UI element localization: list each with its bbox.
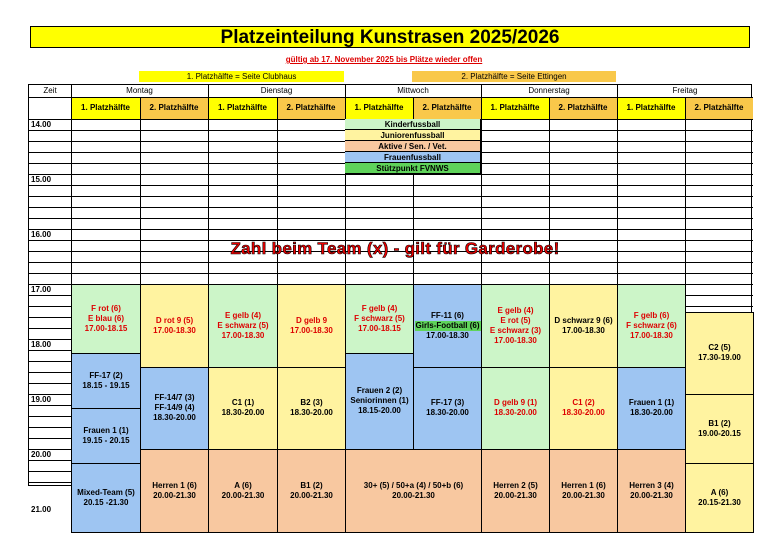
time-label: 18.00	[31, 340, 52, 349]
slot-team: C1 (1)	[231, 398, 255, 408]
category-legend-item: Stützpunkt FVNWS	[345, 163, 481, 174]
slot-team: B1 (2)	[708, 418, 731, 428]
slot-time: 20.00-21.30	[562, 490, 605, 500]
slot-time: 17.00-18.15	[84, 323, 128, 333]
time-header: Zeit	[43, 86, 57, 95]
time-label: 16.00	[31, 230, 52, 239]
half1-header: 1. Platzhälfte	[481, 97, 549, 119]
slot-team: FF-17 (2)	[89, 370, 123, 380]
grid-row-line	[29, 218, 753, 219]
category-legend-item: Kinderfussball	[345, 119, 481, 130]
slot-team: Herren 3 (4)	[629, 480, 674, 490]
half2-header: 2. Platzhälfte	[277, 97, 345, 119]
training-slot	[413, 284, 482, 368]
slot-team: E blau (6)	[87, 313, 124, 323]
training-slot	[617, 449, 686, 533]
slot-team: F schwarz (5)	[354, 313, 405, 323]
slot-team: F schwarz (6)	[626, 320, 677, 330]
slot-team: Herren 1 (6)	[561, 480, 606, 490]
slot-team: F gelb (6)	[633, 310, 670, 320]
half1-header: 1. Platzhälfte	[345, 97, 413, 119]
slot-team: FF-17 (3)	[430, 398, 465, 408]
slot-time: 20.00-21.30	[153, 490, 196, 500]
half2-header: 2. Platzhälfte	[413, 97, 481, 119]
slot-team: E rot (5)	[500, 315, 531, 325]
schedule-table	[28, 84, 752, 514]
slot-time: 17.00-18.30	[153, 325, 196, 335]
slot-team: D schwarz 9 (6)	[554, 315, 613, 325]
training-slot	[140, 284, 209, 368]
training-slot	[277, 367, 346, 451]
slot-time: 18.15-20.00	[358, 406, 401, 416]
slot-team: 30+ (5) / 50+a (4) / 50+b (6)	[363, 480, 464, 490]
slot-time: 17.00-18.30	[494, 335, 537, 345]
slot-time: 19.00-20.15	[698, 428, 741, 438]
slot-time: 20.00-21.30	[392, 490, 435, 500]
slot-team: C2 (5)	[708, 343, 731, 353]
slot-time: 19.15 - 20.15	[82, 435, 130, 445]
day-header: Montag	[126, 86, 153, 95]
slot-team: F rot (6)	[91, 303, 121, 313]
slot-team: Frauen 1 (1)	[628, 398, 675, 408]
training-slot	[549, 449, 618, 533]
training-slot	[71, 284, 141, 354]
slot-time: 20.00-21.30	[221, 490, 265, 500]
half2-header: 2. Platzhälfte	[685, 97, 753, 119]
half1-header: 1. Platzhälfte	[617, 97, 685, 119]
training-slot	[208, 367, 278, 451]
training-slot	[345, 449, 482, 533]
grid-row-line	[29, 273, 753, 274]
time-label: 15.00	[31, 175, 52, 184]
slot-team: D gelb 9	[295, 315, 328, 325]
training-slot	[345, 284, 414, 354]
slot-time: 18.30-20.00	[290, 408, 333, 418]
slot-team: E schwarz (5)	[217, 320, 269, 330]
time-label: 14.00	[31, 120, 52, 129]
time-label: 19.00	[31, 395, 52, 404]
slot-team: Frauen 1 (1)	[83, 425, 129, 435]
training-slot	[71, 353, 141, 409]
training-slot	[617, 367, 686, 451]
validity-note: gültig ab 17. November 2025 bis Plätze wieder offen	[285, 55, 483, 64]
slot-team: FF-11 (6)	[431, 310, 464, 320]
training-slot	[549, 367, 618, 451]
time-label: 20.00	[31, 450, 52, 459]
grid-row-line	[29, 262, 753, 263]
slot-time: 18.30-20.00	[153, 413, 196, 423]
day-header: Mittwoch	[397, 86, 429, 95]
grid-row-line	[29, 185, 753, 186]
slot-time: 18.30-20.00	[221, 408, 265, 418]
slot-team: E schwarz (3)	[489, 325, 542, 335]
slot-time: 18.30-20.00	[426, 408, 469, 418]
slot-team: Frauen 2 (2)	[356, 386, 403, 396]
slot-team: FF-14/9 (4)	[154, 403, 195, 413]
slot-team: A (6)	[710, 487, 729, 497]
slot-time: 20.15 -21.30	[83, 497, 129, 507]
slot-team: Girls-Football (6)	[415, 320, 480, 330]
slot-time: 18.30-20.00	[562, 408, 605, 418]
legend-half2: 2. Platzhälfte = Seite Ettingen	[412, 71, 616, 82]
category-legend-item: Aktive / Sen. / Vet.	[345, 141, 481, 152]
slot-team: Herren 2 (5)	[493, 480, 538, 490]
grid-row-line	[29, 196, 753, 197]
training-slot	[481, 449, 550, 533]
page-title: Platzeinteilung Kunstrasen 2025/2026	[30, 26, 750, 48]
grid-row-line	[29, 97, 753, 98]
training-slot	[277, 449, 346, 533]
slot-time: 20.15-21.30	[698, 497, 741, 507]
day-header: Dienstag	[260, 86, 293, 95]
slot-time: 17.00-18.15	[358, 323, 401, 333]
training-slot	[208, 449, 278, 533]
slot-time: 17.00-18.30	[630, 330, 673, 340]
training-slot	[685, 312, 754, 396]
training-slot	[140, 367, 209, 451]
slot-team: D gelb 9 (1)	[493, 398, 538, 408]
slot-time: 17.00-18.30	[562, 325, 605, 335]
training-slot	[685, 463, 754, 533]
slot-team: FF-14/7 (3)	[154, 393, 195, 403]
slot-team: B2 (3)	[300, 398, 323, 408]
slot-time: 18.30-20.00	[494, 408, 537, 418]
training-slot	[481, 284, 550, 368]
slot-time: 20.00-21.30	[290, 490, 333, 500]
time-label: 17.00	[31, 285, 52, 294]
training-slot	[277, 284, 346, 368]
slot-team: Seniorinnen (1)	[350, 396, 409, 406]
day-header: Donnerstag	[528, 86, 570, 95]
training-slot	[140, 449, 209, 533]
slot-time: 17.00-18.30	[221, 330, 265, 340]
slot-time: 20.00-21.30	[630, 490, 673, 500]
slot-time: 18.15 - 19.15	[82, 380, 130, 390]
training-slot	[549, 284, 618, 368]
slot-team: A (6)	[234, 480, 252, 490]
half2-header: 2. Platzhälfte	[549, 97, 617, 119]
slot-team: E gelb (4)	[497, 305, 534, 315]
half1-header: 1. Platzhälfte	[208, 97, 277, 119]
half1-header: 1. Platzhälfte	[71, 97, 140, 119]
training-slot	[413, 367, 482, 451]
slot-team: Herren 1 (6)	[152, 480, 197, 490]
slot-time: 17.30-19.00	[698, 353, 741, 363]
half2-header: 2. Platzhälfte	[140, 97, 208, 119]
day-header: Freitag	[672, 86, 698, 95]
grid-row-line	[29, 174, 753, 175]
grid-row-line	[29, 229, 753, 230]
training-slot	[481, 367, 550, 451]
category-legend-item: Juniorenfussball	[345, 130, 481, 141]
category-legend-item: Frauenfussball	[345, 152, 481, 163]
locker-room-banner: Zahl beim Team (x) - gilt für Garderobe!	[230, 239, 560, 258]
time-label: 21.00	[31, 505, 52, 514]
training-slot	[71, 408, 141, 464]
slot-team: D rot 9 (5)	[155, 315, 194, 325]
training-slot	[208, 284, 278, 368]
slot-team: Mixed-Team (5)	[77, 487, 135, 497]
slot-time: 17.00-18.30	[426, 330, 469, 340]
slot-time: 17.00-18.30	[290, 325, 333, 335]
training-slot	[345, 353, 414, 450]
training-slot	[617, 284, 686, 368]
slot-team: E gelb (4)	[224, 310, 261, 320]
grid-row-line	[29, 207, 753, 208]
slot-team: F gelb (4)	[361, 303, 398, 313]
slot-time: 18.30-20.00	[630, 408, 673, 418]
training-slot	[685, 394, 754, 464]
slot-time: 20.00-21.30	[494, 490, 537, 500]
slot-team: C1 (2)	[572, 398, 595, 408]
training-slot	[71, 463, 141, 533]
legend-half1: 1. Platzhälfte = Seite Clubhaus	[139, 71, 344, 82]
slot-team: B1 (2)	[300, 480, 323, 490]
